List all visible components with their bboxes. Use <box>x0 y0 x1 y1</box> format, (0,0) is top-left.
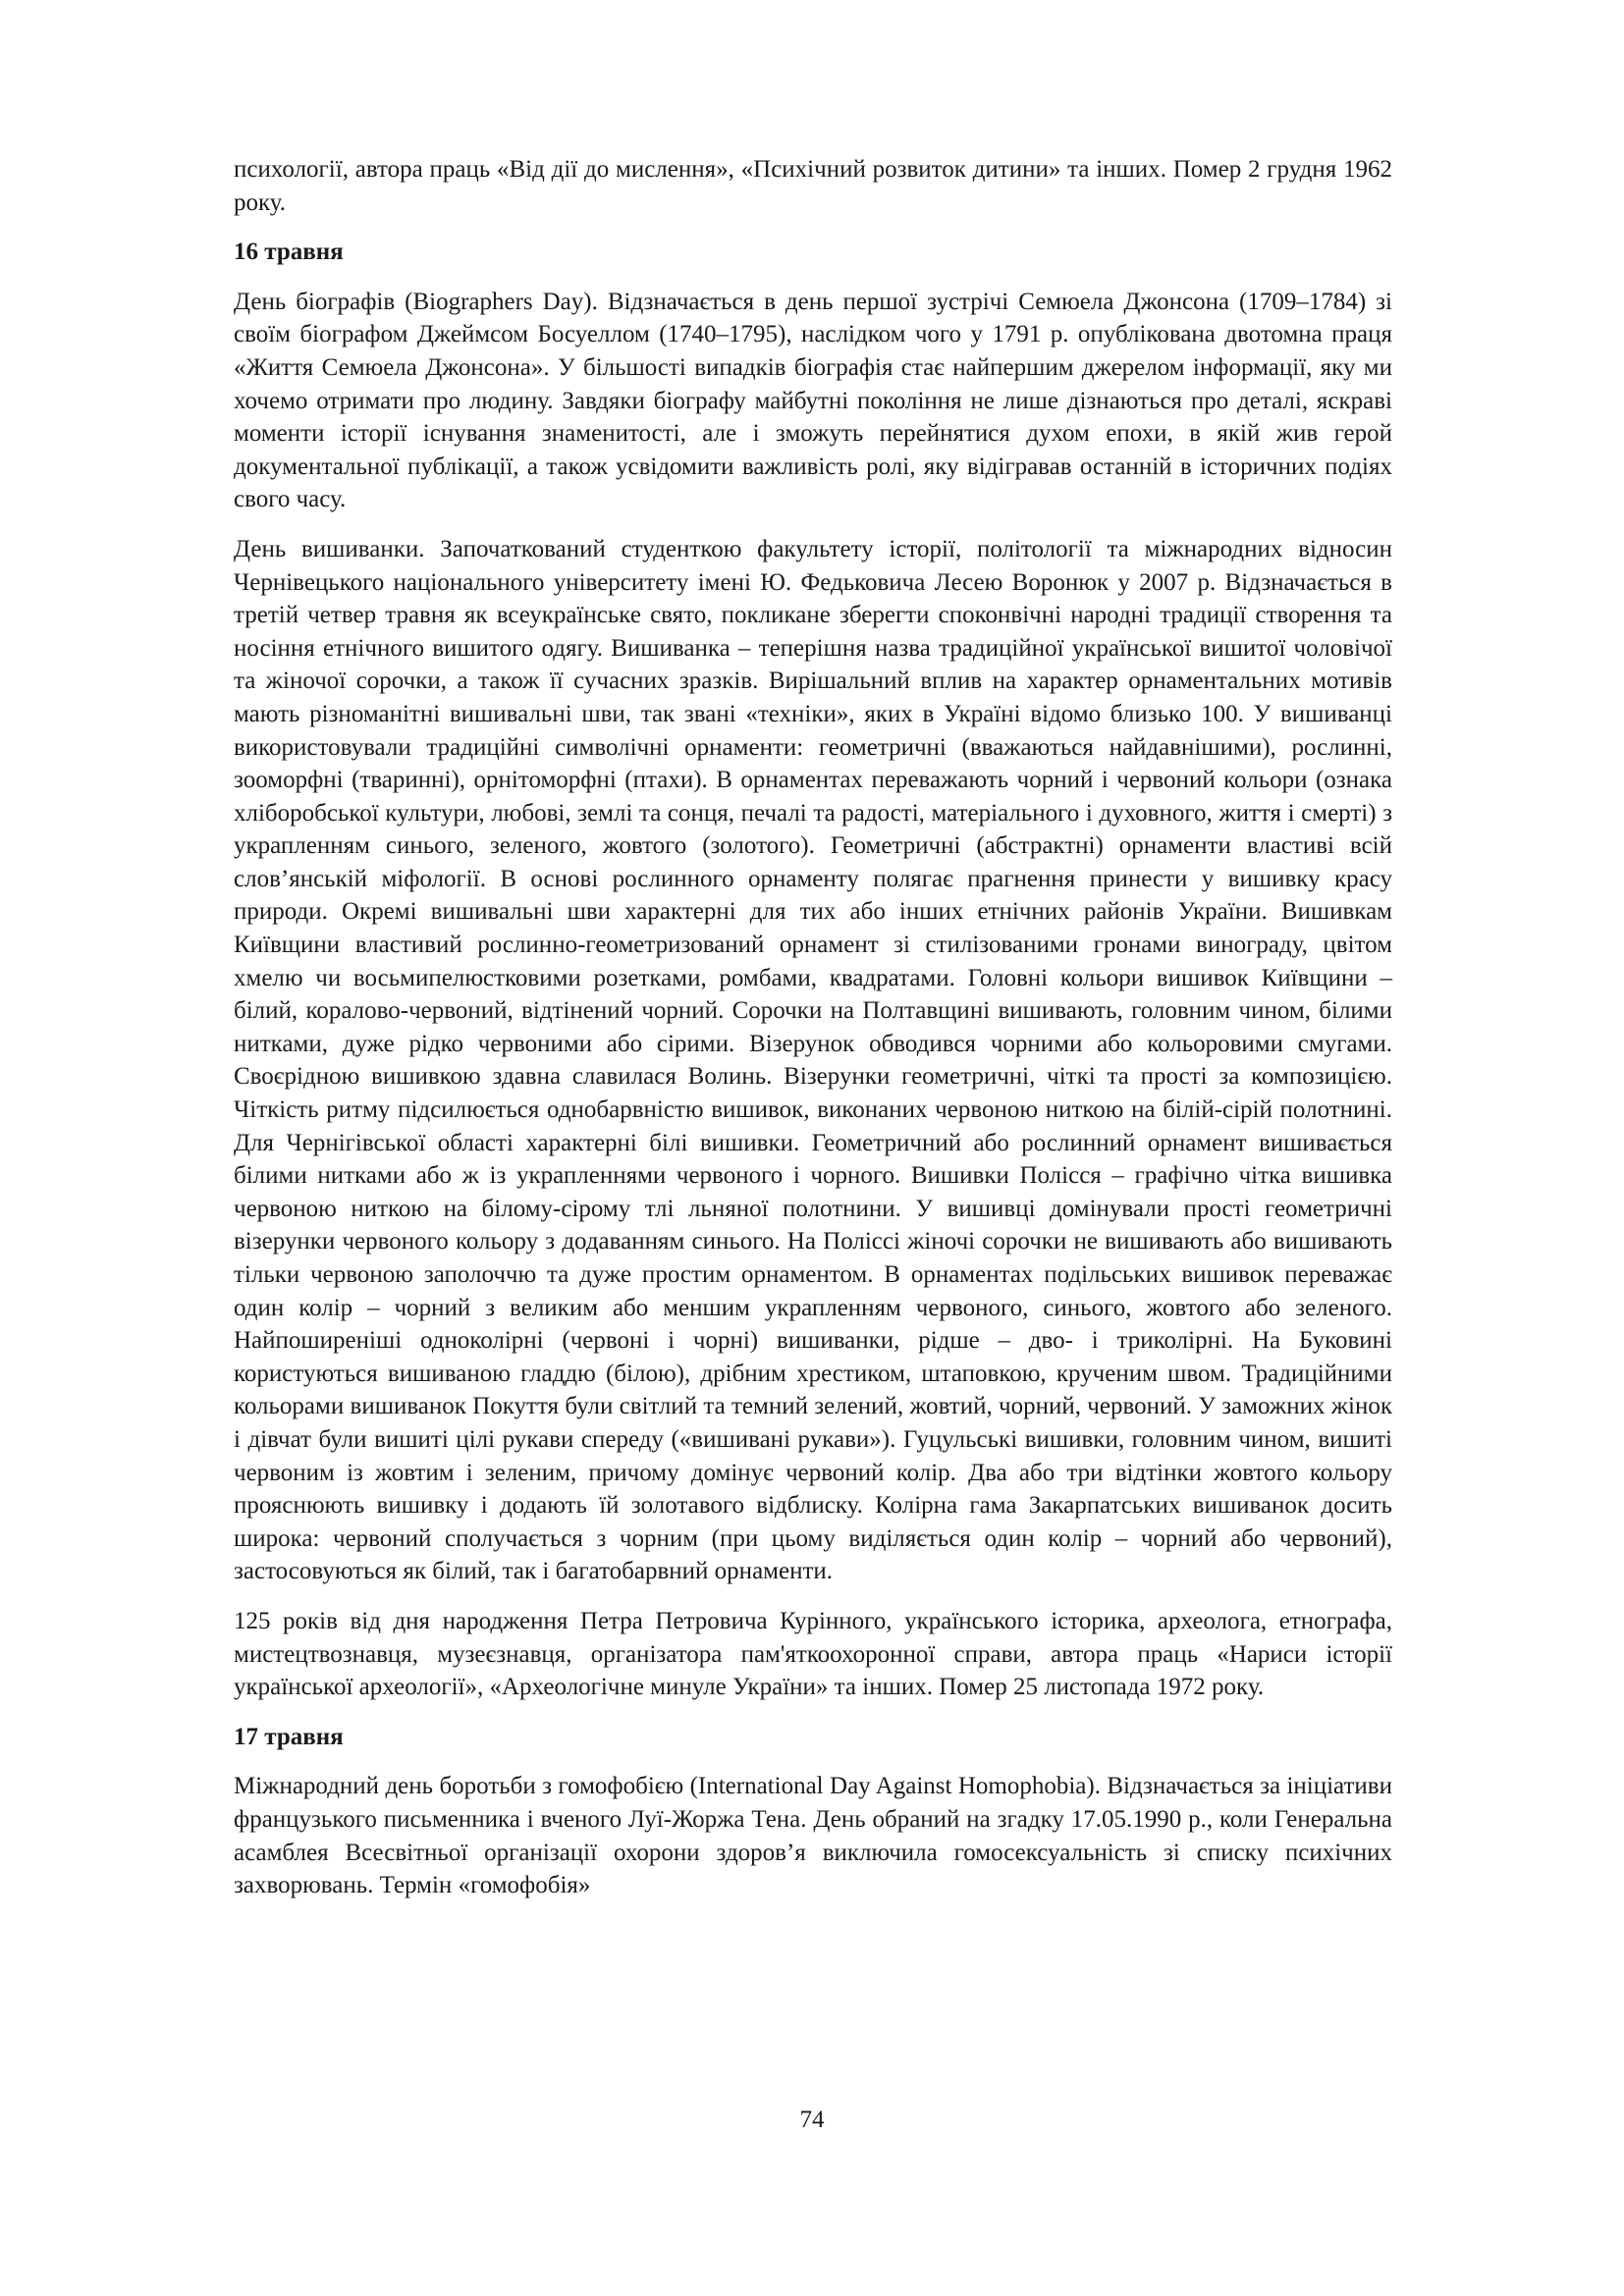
paragraph-vyshyvanka-day: День вишиванки. Започаткований студенткою факультету історії, політології та міжнародних відносин Чернівецького національного університету імені Ю. Федьковича Лесею Воронюк у 2007 р. Відзначається в третій четвер травня як всеукраїнське свято, покликане зберегти споконвічні народні традиції створення та носіння етнічного вишитого одягу. Вишиванка – теперішня назва традиційної української вишитої чоловічої та жіночої сорочки, а також її сучасних зразків. Вирішальний вплив на характер орнаментальних мотивів мають різноманітні вишивальні шви, так звані «техніки», яких в Україні відомо близько 100. У вишиванці використовували традиційні символічні орнаменти: геометричні (вважаються найдавнішими), рослинні, зооморфні (тваринні), орнітоморфні (птахи). В орнаментах переважають чорний і червоний кольори (ознака хліборобської культури, любові, землі та сонця, печалі та радості, матеріального і духовного, життя і смерті) з украпленням синього, зеленого, жовтого (золотого). Геометричні (абстрактні) орнаменти властиві всій слов’янській міфології. В основі рослинного орнаменту полягає прагнення принести у вишивку красу природи. Окремі вишивальні шви характерні для тих або інших етнічних районів України. Вишивкам Київщини властивий рослинно-геометризований орнамент зі стилізованими гронами винограду, цвітом хмелю чи восьмипелюстковими розетками, ромбами, квадратами. Головні кольори вишивок Київщини – білий, коралово-червоний, відтінений чорний. Сорочки на Полтавщині вишивають, головним чином, білими нитками, дуже рідко червоними або сірими. Візерунок обводився чорними або кольоровими смугами. Своєрідною вишивкою здавна славилася Волинь. Візерунки геометричні, чіткі та прості за композицією. Чіткість ритму підсилюється однобарвністю вишивок, виконаних червоною ниткою на білій-сірій полотнині. Для Чернігівської області характерні білі вишивки. Геометричний або рослинний орнамент вишивається білими нитками або ж із украпленнями червоного і чорного. Вишивки Полісся – графічно чітка вишивка червоною ниткою на білому-сірому тлі льняної полотнини. У вишивці домінували прості геометричні візерунки червоного кольору з додаванням синього. На Поліссі жіночі сорочки не вишивають або вишивають тільки червоною заполоччю та дуже простим орнаментом. В орнаментах подільських вишивок переважає один колір – чорний з великим або меншим украпленням червоного, синього, жовтого або зеленого. Найпоширеніші одноколірні (червоні і чорні) вишиванки, рідше – дво- і триколірні. На Буковині користуються вишиваною гладдю (білою), дрібним хрестиком, штаповкою, крученим швом. Традиційними кольорами вишиванок Покуття були світлий та темний зелений, жовтий, чорний, червоний. У заможних жінок і дівчат були вишиті цілі рукави спереду («вишивані рукави»). Гуцульські вишивки, головним чином, вишиті червоним із жовтим і зеленим, причому домінує червоний колір. Два або три відтінки жовтого кольору прояснюють вишивку і додають їй золотавого відблиску. Колірна гама Закарпатських вишиванок досить широка: червоний сполучається з чорним (при цьому виділяється один колір – чорний або червоний), застосовуються як білий, так і багатобарвний орнаменти. <box>234 535 1392 1585</box>
date-heading-may-17: 17 травня <box>234 1723 344 1750</box>
intro-paragraph: психології, автора праць «Від дії до мислення», «Психічний розвиток дитини» та інших. Помер 2 грудня 1962 року. <box>234 156 1392 216</box>
paragraph-biographers-day: День біографів (Biographers Day). Відзначається в день першої зустрічі Семюела Джонсона (1709–1784) зі своїм біографом Джеймсом Босуеллом (1740–1795), наслідком чого у 1791 р. опублікована двотомна праця «Життя Семюела Джонсона». У більшості випадків біографія стає найпершим джерелом інформації, яку ми хочемо отримати про людину. Завдяки біографу майбутні покоління не лише дізнаються про деталі, яскраві моменти історії існування знаменитості, але і зможуть перейнятися духом епохи, в якій жив герой документальної публікації, а також усвідомити важливість ролі, яку відігравав останній в історичних подіях свого часу. <box>234 288 1392 513</box>
page-number: 74 <box>799 2107 825 2133</box>
page-body <box>234 153 1392 1919</box>
paragraph-kurinnyi-anniversary: 125 років від дня народження Петра Петровича Курінного, українського історика, археолога, етнографа, мистецтвознавця, музеєзнавця, організатора пам'яткоохоронної справи, автора праць «Нариси історії української археології», «Археологічне минуле України» та інших. Помер 25 листопада 1972 року. <box>234 1607 1392 1701</box>
paragraph-homophobia-day: Міжнародний день боротьби з гомофобією (International Day Against Homophobia). Відзначається за ініціативи французького письменника і вченого Луї-Жоржа Тена. День обраний на згадку 17.05.1990 р., коли Генеральна асамблея Всесвітньої організації охорони здоров’я виключила гомосексуальність зі списку психічних захворювань. Термін «гомофобія» <box>234 1773 1392 1899</box>
date-heading-may-16: 16 травня <box>234 239 344 266</box>
